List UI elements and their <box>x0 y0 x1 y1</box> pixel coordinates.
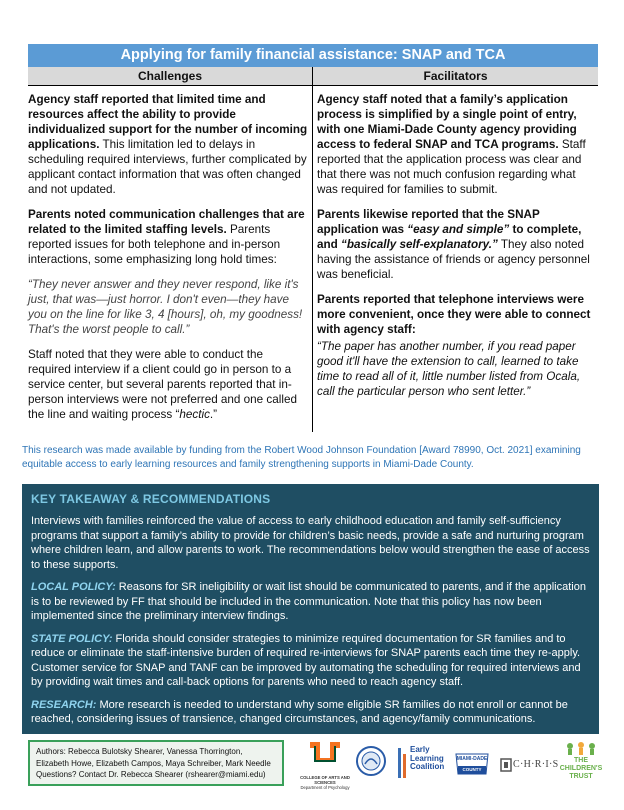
facilitators-paragraph-1 <box>317 92 598 197</box>
takeaway-intro: Interviews with families reinforced the value of access to early childhood education and family self-sufficiency programs that support a family’s ability to provide for children’s basic needs, provide a safe and nurturing program where children learn, and allow parents to work. The recommendations below would strengthen the ease of access to these supports. <box>31 515 590 571</box>
um-u-icon <box>300 740 350 770</box>
challenges-p1-rest: This limitation led to delays in scheduling required interviews, further complicated by applicant contact information that was often changed and not updated. <box>28 138 307 196</box>
authors-line-1: Authors: Rebecca Bulotsky Shearer, Vanessa Thorrington, <box>36 747 243 756</box>
main-content <box>28 44 598 432</box>
facilitators-p1-bold: Agency staff noted that a family’s application process is simplified by a single point of entry, with one Miami-Dade County agency providing access to federal SNAP and TCA programs. <box>317 93 577 151</box>
challenges-p3-start: Staff noted that they were able to conduct the required interview if a client could go in person to a service center, but several parents reported that in-person interviews were not preferred and one called the line and waiting process “ <box>28 348 297 421</box>
facilitators-p3-bold: Parents reported that telephone interviews were more convenient, once they were able to connect with agency staff: <box>317 293 591 336</box>
chris-mark-icon <box>500 758 512 772</box>
seal-logo <box>356 746 386 781</box>
trust-text-3: TRUST <box>569 773 593 780</box>
funding-note: This research was made available by funding from the Robert Wood Johnson Foundation [Award 78990, Oct. 2021] examining equitable access to early learning resources and family strengthening supports in Miami-Dade County. <box>22 445 581 470</box>
challenges-p2-rest: Parents reported issues for both telephone and in-person interactions, some emphasizing long hold times: <box>28 223 281 266</box>
elc-text-2: Learning <box>410 753 444 763</box>
chris-logo <box>500 756 559 776</box>
challenges-paragraph-2 <box>28 207 308 267</box>
um-caption-2: Department of Psychology <box>300 785 350 790</box>
mdc-logo <box>452 752 492 778</box>
childrens-trust-logo <box>558 742 604 790</box>
elc-text-1: Early <box>410 745 430 754</box>
facilitators-p2-rest: They also noted having the assistance of friends or agency personnel was beneficial. <box>317 238 590 281</box>
elc-bars-icon <box>396 746 410 786</box>
state-policy-tag: STATE POLICY: <box>31 632 113 645</box>
facilitators-p2-em-b: “basically self-explanatory.” <box>341 238 498 251</box>
page-title: Applying for family financial assistance: SNAP and TCA <box>28 44 598 67</box>
facilitators-paragraph-2 <box>317 207 598 282</box>
facilitators-p1-rest: Staff reported that the application process was clear and that there was not much confusion regarding what was required for families to submit. <box>317 138 586 196</box>
challenges-column <box>28 67 313 432</box>
research-text: More research is needed to understand why some eligible SR families do not enroll or cannot be reached, considering issues of transience, changed circumstances, and agency/family communications. <box>31 698 568 725</box>
partner-logos <box>296 738 606 794</box>
facilitators-column <box>313 67 598 432</box>
facilitators-header: Facilitators <box>313 67 598 86</box>
seal-icon <box>356 746 386 776</box>
research-paragraph <box>31 698 590 727</box>
chris-text: C·H·R·I·S <box>513 759 559 770</box>
challenges-p3-end: .” <box>209 408 218 421</box>
challenges-header: Challenges <box>28 67 312 86</box>
challenges-p2-bold: Parents noted communication challenges that are related to the limited staffing levels. <box>28 208 305 236</box>
local-policy-text: Reasons for SR ineligibility or wait list should be communicated to parents, and if the application is to be reviewed by FF that should be included in the communication. Note that this policy has now been implemented since the preliminary interview findings. <box>31 581 586 622</box>
two-column-table <box>28 67 598 432</box>
authors-line-2: Elizabeth Howe, Elizabeth Campos, Maya Schreiber, Mark Needle <box>36 758 271 768</box>
facilitators-p2-bold-a: Parents likewise reported that the SNAP application was <box>317 208 540 236</box>
mdc-text-1: MIAMI-DADE <box>456 756 488 762</box>
challenges-quote: “They never answer and they never respond, like it's just, that was—just horror. I don't even—they have you on the line for like 3, 4 [hours], oh, my goodness! That's the worst people to call.” <box>28 278 303 336</box>
authors-line-3: Questions? Contact Dr. Rebecca Shearer (rshearer@miami.edu) <box>36 770 266 779</box>
children-figures-icon <box>564 742 598 756</box>
facilitators-paragraph-3 <box>317 292 598 337</box>
challenges-paragraph-1 <box>28 92 308 197</box>
um-logo <box>300 740 350 792</box>
challenges-p3-em: hectic <box>179 408 210 421</box>
state-policy-paragraph <box>31 632 590 690</box>
local-policy-paragraph <box>31 580 590 624</box>
mdc-text-2: COUNTY <box>462 767 482 772</box>
research-tag: RESEARCH: <box>31 698 97 711</box>
elc-logo <box>396 740 448 790</box>
trust-text-2: CHILDREN'S <box>559 765 603 772</box>
facilitators-p2-em-a: “easy and simple” <box>407 223 510 236</box>
challenges-p1-bold: Agency staff reported that limited time and resources affect the ability to provide individualized support for the number of incoming applications. <box>28 93 308 151</box>
elc-text-3: Coalition <box>410 762 445 771</box>
um-caption-1: COLLEGE OF ARTS AND SCIENCES <box>300 775 350 785</box>
authors-box <box>28 740 284 786</box>
key-takeaway-box <box>22 484 599 734</box>
state-policy-text: Florida should consider strategies to minimize required documentation for SR families and to reduce or eliminate the staff-intensive burden of required re-interviews for SNAP parents each time they re-apply. Customer service for SNAP and TANF can be improved by automating the scheduling for required interviews and by providing wait times and call-back options for parents who need to reach agency staff. <box>31 632 581 688</box>
local-policy-tag: LOCAL POLICY: <box>31 581 116 593</box>
facilitators-quote: “The paper has another number, if you read paper good it'll have the extension to call, learned to take time to read all of it, little number listed from Ocala, call the particular person who sent letter.” <box>317 340 581 398</box>
facilitators-p2-bold-b: to complete, and <box>317 223 582 251</box>
takeaway-heading: KEY TAKEAWAY & RECOMMENDATIONS <box>31 492 271 506</box>
challenges-paragraph-3 <box>28 347 308 422</box>
trust-text-1: THE <box>574 757 588 764</box>
